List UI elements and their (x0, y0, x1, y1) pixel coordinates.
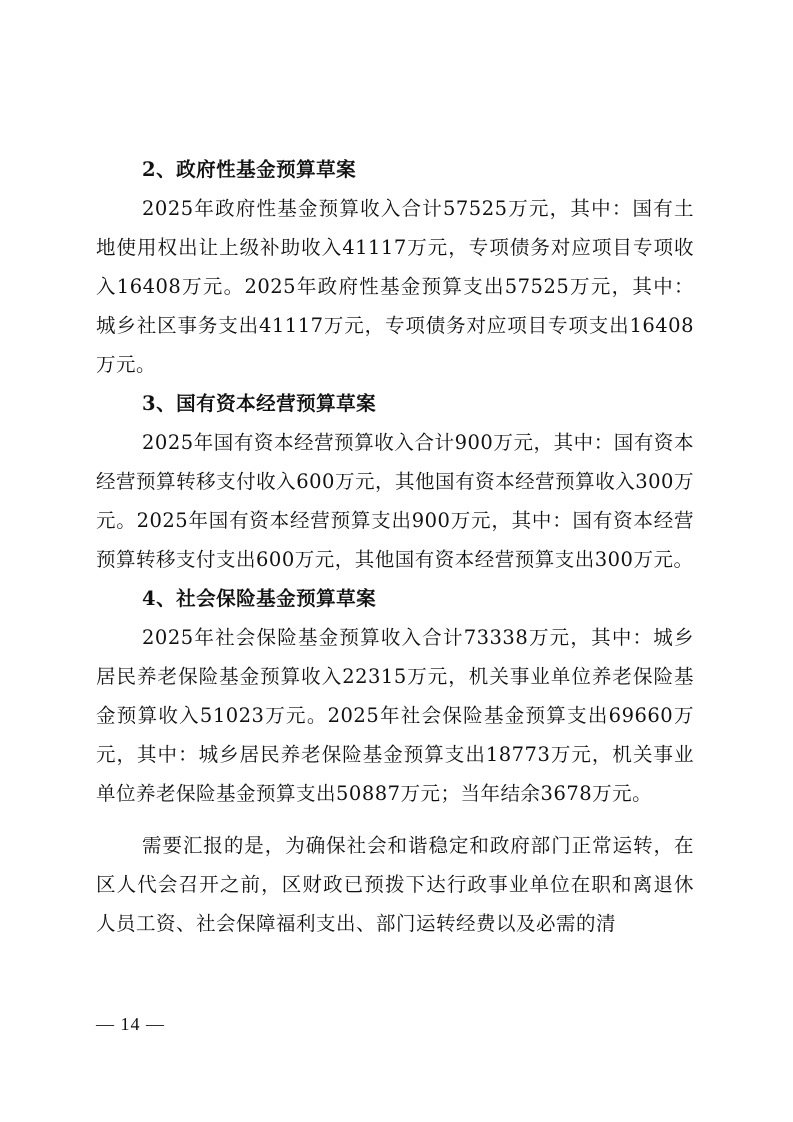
section-heading: 3、国有资本经营预算草案 (142, 392, 377, 415)
section-state-capital-budget (96, 384, 694, 579)
closing-paragraph: 需要汇报的是，为确保社会和谐稳定和政府部门正常运转，在区人代会召开之前，区财政已预拨下达行政事业单位在职和离退休人员工资、社会保障福利支出、部门运转经费以及必需的清 (96, 834, 694, 935)
section-paragraph: 2025年国有资本经营预算收入合计900万元，其中：国有资本经营预算转移支付收入600万元，其他国有资本经营预算收入300万元。2025年国有资本经营预算支出900万元，其中：国有资本经营预算转移支付支出600万元，其他国有资本经营预算支出300万元。 (96, 431, 694, 571)
section-heading: 2、政府性基金预算草案 (142, 158, 357, 181)
section-paragraph: 2025年社会保险基金预算收入合计73338万元，其中：城乡居民养老保险基金预算收入22315万元，机关事业单位养老保险基金预算收入51023万元。2025年社会保险基金预算支出69660万元，其中：城乡居民养老保险基金预算支出18773万元，机关事业单位养老保险基金预算支出50887万元；当年结余3678万元。 (96, 626, 694, 805)
page-content (96, 150, 694, 943)
section-paragraph: 2025年政府性基金预算收入合计57525万元，其中：国有土地使用权出让上级补助收入41117万元，专项债务对应项目专项收入16408万元。2025年政府性基金预算支出57525万元，其中：城乡社区事务支出41117万元，专项债务对应项目专项支出16408万元。 (96, 197, 694, 376)
page-number: — 14 — (96, 1014, 165, 1034)
section-government-fund-budget (96, 150, 694, 384)
section-social-insurance-budget (96, 579, 694, 813)
section-heading: 4、社会保险基金预算草案 (142, 587, 377, 610)
